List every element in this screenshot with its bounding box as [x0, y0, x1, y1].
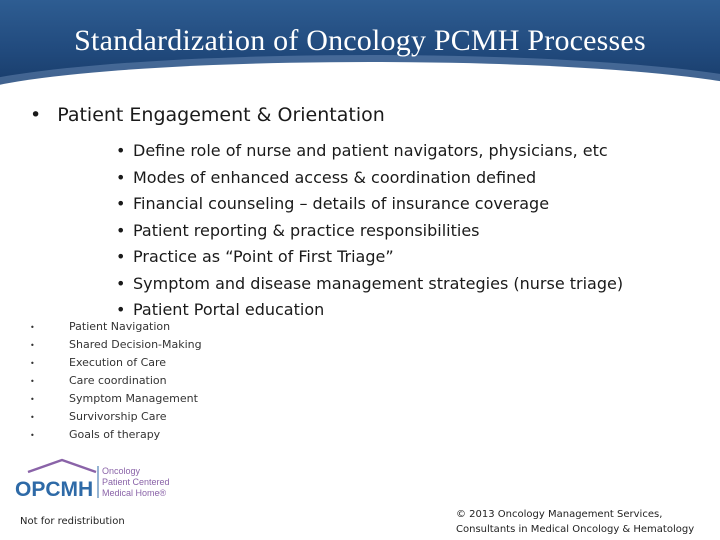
- list-item: [30, 336, 202, 354]
- bullet-dot: •: [116, 141, 126, 160]
- list-item: [116, 244, 623, 271]
- list-item: [30, 354, 202, 372]
- list-item: [116, 165, 623, 192]
- logo-acronym: OPCMH: [15, 478, 94, 501]
- list-item: [116, 191, 623, 218]
- list-item-text: Survivorship Care: [69, 410, 167, 423]
- list-item-text: Patient Navigation: [69, 320, 171, 333]
- list-item: [30, 318, 202, 336]
- bullet-dot: •: [116, 300, 126, 319]
- list-item: [30, 390, 202, 408]
- bullet-dot: •: [116, 167, 126, 187]
- main-bullet: [30, 104, 385, 126]
- bullet-dot: •: [116, 273, 126, 293]
- list-item-text: Shared Decision-Making: [69, 338, 202, 351]
- list-item-text: Define role of nurse and patient navigators, physicians, etc: [133, 141, 608, 160]
- opcmh-logo: [12, 458, 212, 504]
- list-item: [116, 271, 623, 298]
- list-item: [116, 138, 623, 165]
- list-item-text: Modes of enhanced access & coordination defined: [133, 167, 537, 187]
- list-item-text: Patient Portal education: [133, 300, 325, 319]
- logo-line-1: Oncology: [102, 466, 141, 476]
- list-item: [116, 218, 623, 245]
- copyright-line-2: Consultants in Medical Oncology & Hematology: [456, 523, 695, 535]
- bullet-dot: •: [30, 359, 35, 368]
- list-item-text: Patient reporting & practice responsibilities: [133, 220, 480, 240]
- list-item: [30, 372, 202, 390]
- main-bullet-text: Patient Engagement & Orientation: [57, 104, 385, 126]
- list-item-text: Care coordination: [69, 374, 167, 387]
- logo-line-3: Medical Home®: [102, 488, 167, 498]
- bullet-dot: •: [116, 247, 126, 266]
- bullet-dot: •: [30, 395, 35, 404]
- list-item-text: Goals of therapy: [69, 428, 161, 441]
- logo-line-2: Patient Centered: [102, 477, 170, 487]
- list-item-text: Execution of Care: [69, 356, 167, 369]
- house-roof-icon: [28, 460, 96, 472]
- list-item-text: Practice as “Point of First Triage”: [133, 247, 394, 266]
- sub-bullet-list: [116, 138, 623, 324]
- list-item: [30, 426, 202, 444]
- bullet-dot: •: [30, 431, 35, 440]
- list-item: [30, 408, 202, 426]
- list-item-text: Symptom and disease management strategies (nurse triage): [133, 273, 624, 293]
- bullet-dot: •: [30, 341, 35, 350]
- copyright-line-1: © 2013 Oncology Management Services,: [456, 509, 663, 520]
- footer-copyright: [456, 508, 694, 537]
- list-item-text: Financial counseling – details of insurance coverage: [133, 194, 550, 213]
- bullet-dot: •: [30, 323, 35, 332]
- footer-disclaimer: Not for redistribution: [20, 516, 125, 527]
- bullet-dot: •: [116, 194, 126, 213]
- bullet-dot: •: [30, 377, 35, 386]
- bullet-dot: •: [30, 413, 35, 422]
- bullet-dot: •: [30, 104, 42, 126]
- small-bullet-list: [30, 318, 202, 444]
- list-item-text: Symptom Management: [69, 392, 198, 405]
- slide-title: Standardization of Oncology PCMH Processes: [74, 24, 646, 57]
- bullet-dot: •: [116, 220, 126, 240]
